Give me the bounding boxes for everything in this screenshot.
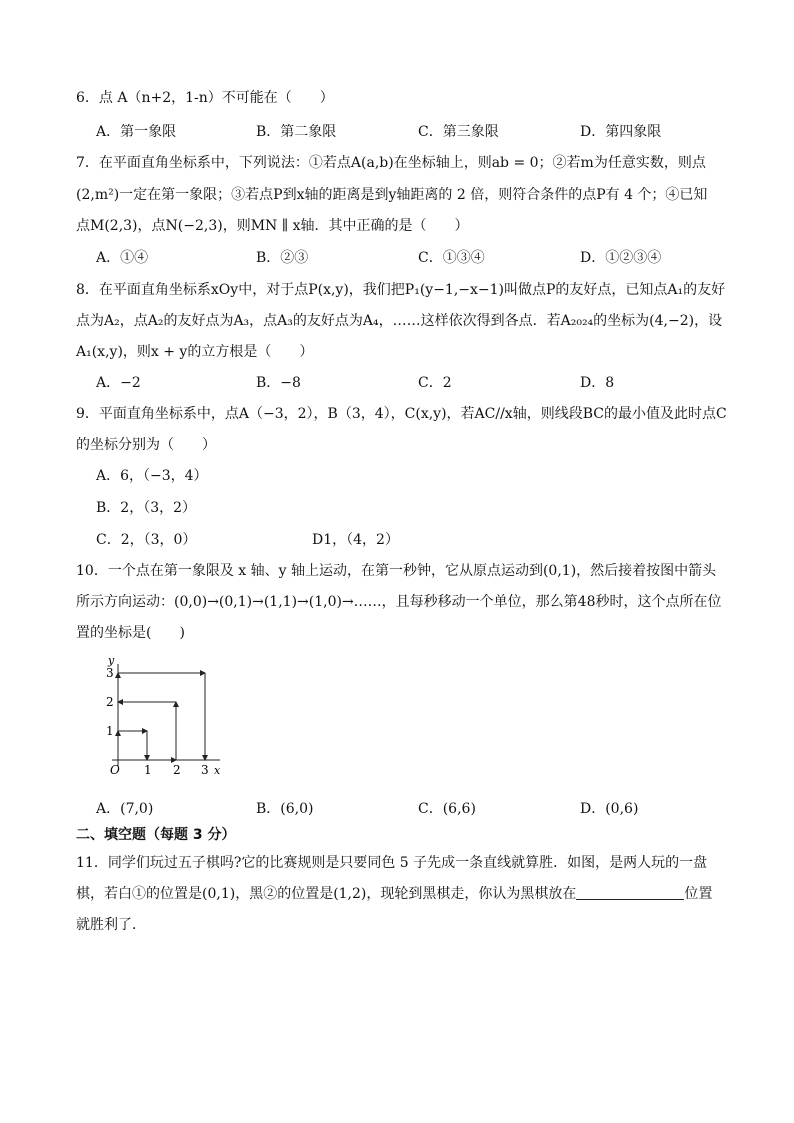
answer-blank[interactable] [576, 885, 684, 900]
spiral-path [118, 673, 205, 760]
q8-option-b: B．−8 [256, 375, 301, 391]
q10-path-figure [98, 652, 228, 780]
q10-option-b: B．(6,0) [256, 801, 314, 817]
q11-line-1: 11．同学们玩过五子棋吗?它的比赛规则是只要同色 5 子先成一条直线就算胜．如图，是两人玩的一盘 [76, 855, 708, 871]
q8-line-3: A₁(x,y)，则x + y的立方根是（ ） [76, 344, 314, 360]
q11-line-2-text: 棋，若白①的位置是(0,1)，黑②的位置是(1,2)，现轮到黑棋走，你认为黑棋放在 [76, 886, 577, 902]
q7-line-1: 7．在平面直角坐标系中，下列说法：①若点A(a,b)在坐标轴上，则ab = 0；②若m为任意实数，则点 [76, 155, 706, 171]
q7-line-2: (2,m²)一定在第一象限；③若点P到x轴的距离是到y轴距离的 2 倍，则符合条件的点P有 4 个；④已知 [76, 187, 708, 203]
q10-option-c: C．(6,6) [418, 801, 476, 817]
q10-option-a: A．(7,0) [96, 801, 154, 817]
q7-option-a: A．①④ [96, 250, 149, 266]
q8-line-1: 8．在平面直角坐标系xOy中，对于点P(x,y)，我们把P₁(y−1,−x−1)叫做点P的友好点，已知点A₁的友好 [76, 282, 726, 298]
x-tick-3: 3 [201, 763, 209, 777]
q10-line-3: 置的坐标是( ) [76, 625, 185, 641]
q8-option-a: A．−2 [96, 375, 141, 391]
q8-option-c: C．2 [418, 375, 452, 391]
q11-line-2-suffix: 位置 [684, 886, 713, 902]
q6-stem: 6．点 A（n+2，1-n）不可能在（ ） [76, 90, 334, 106]
x-tick-2: 2 [173, 763, 181, 777]
q9-option-d: D1，（4，2） [312, 532, 399, 548]
q9-option-c: C．2，（3，0） [96, 532, 197, 548]
q9-line-2: 的坐标分别为（ ） [76, 437, 216, 453]
x-axis-label: x [214, 764, 221, 777]
q10-line-1: 10．一个点在第一象限及 x 轴、y 轴上运动，在第一秒钟，它从原点运动到(0,1)，然后接着按图中箭头 [76, 563, 717, 579]
q7-option-c: C．①③④ [418, 250, 485, 266]
q8-line-2: 点为A₂，点A₂的友好点为A₃，点A₃的友好点为A₄，……这样依次得到各点．若A₂₀₂₄的坐标为(4,−2)，设 [76, 313, 723, 329]
y-axis-label: y [108, 654, 115, 667]
q8-option-d: D．8 [580, 375, 615, 391]
q6-option-c: C．第三象限 [418, 124, 499, 140]
q9-line-1: 9．平面直角坐标系中，点A（−3，2），B（3，4），C(x,y)，若AC//x轴，则线段BC的最小值及此时点C [76, 406, 727, 422]
q7-option-d: D．①②③④ [580, 250, 662, 266]
q10-line-2: 所示方向运动：(0,0)→(0,1)→(1,1)→(1,0)→……，且每秒移动一个单位，那么第48秒时，这个点所在位 [76, 594, 722, 610]
q6-option-d: D．第四象限 [580, 124, 662, 140]
q9-option-a: A．6，（−3，4） [96, 468, 208, 484]
x-tick-1: 1 [144, 763, 152, 777]
origin-label: O [110, 763, 120, 777]
y-tick-1: 1 [106, 724, 114, 738]
q6-option-a: A．第一象限 [96, 124, 177, 140]
y-tick-3: 3 [106, 666, 114, 680]
q11-line-3: 就胜利了． [76, 917, 146, 933]
q6-option-b: B．第二象限 [256, 124, 337, 140]
section-heading: 二、填空题（每题 3 分） [76, 827, 236, 843]
q7-line-3: 点M(2,3)，点N(−2,3)，则MN ∥ x轴．其中正确的是（ ） [76, 218, 469, 234]
q10-option-d: D．(0,6) [580, 801, 639, 817]
q7-option-b: B．②③ [256, 250, 309, 266]
y-tick-2: 2 [106, 695, 114, 709]
q11-line-2 [76, 884, 712, 904]
q9-option-b: B．2，（3，2） [96, 500, 197, 516]
